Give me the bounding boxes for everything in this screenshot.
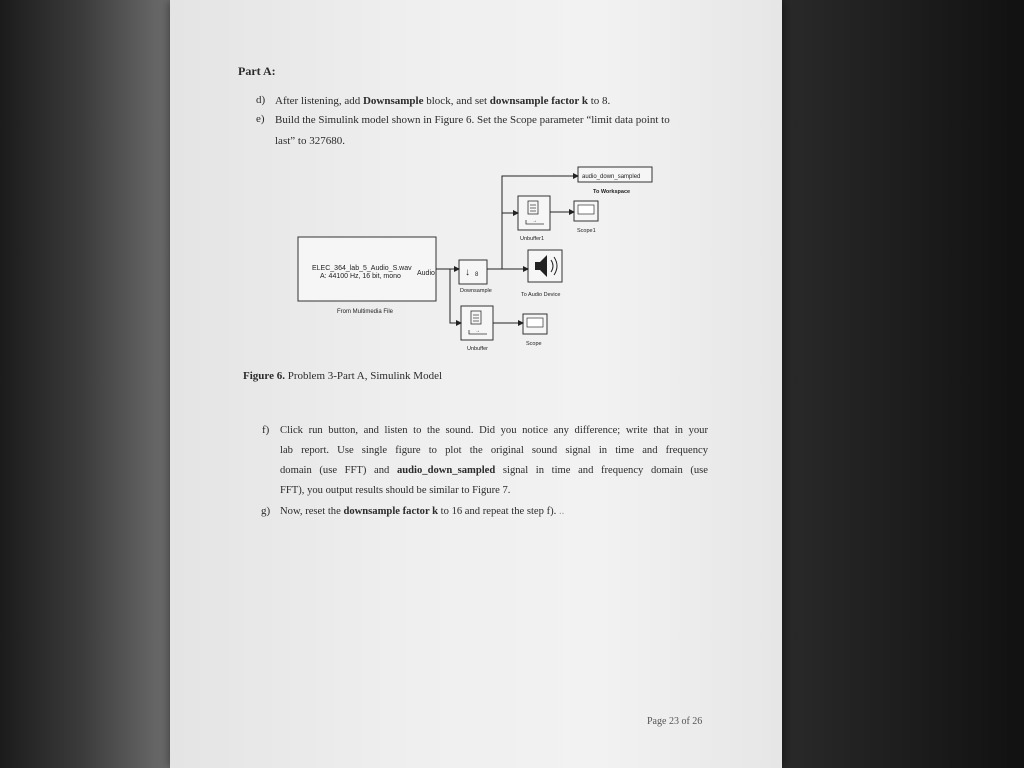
scope-caption: Scope bbox=[526, 341, 542, 347]
figure-caption bbox=[243, 370, 442, 382]
page-number: Page 23 of 26 bbox=[647, 716, 703, 727]
workspace-variable-name: audio_down_sampled bbox=[582, 174, 641, 180]
to-audio-device-caption: To Audio Device bbox=[521, 292, 561, 298]
source-file-format: A: 44100 Hz, 16 bit, mono bbox=[320, 273, 401, 280]
item-d-bold-factor: downsample factor k bbox=[489, 95, 588, 107]
item-f-line3-c: signal in time and frequency domain (use bbox=[495, 465, 708, 476]
downsample-factor: 8 bbox=[475, 272, 479, 278]
scope1-caption: Scope1 bbox=[577, 228, 596, 234]
unbuffer-block[interactable] bbox=[461, 306, 493, 340]
item-f-line1: Click run button, and listen to the sound. Did you notice any difference; write that in your bbox=[280, 425, 708, 436]
item-d-bold-downsample: Downsample bbox=[362, 95, 424, 107]
item-g-bold-factor: downsample factor k bbox=[343, 506, 439, 517]
figure-caption-label: Figure 6. bbox=[243, 370, 285, 382]
part-heading: Part A: bbox=[238, 64, 276, 78]
figure-caption-text: Problem 3-Part A, Simulink Model bbox=[284, 370, 443, 382]
unbuffer-caption: Unbuffer bbox=[467, 346, 488, 352]
to-workspace-block[interactable] bbox=[578, 167, 652, 182]
unbuffer1-caption: Unbuffer1 bbox=[520, 236, 545, 242]
item-f-line2: lab report. Use single figure to plot the original sound signal in time and frequency bbox=[280, 445, 708, 456]
item-e-line1: Build the Simulink model shown in Figure 6. Set the Scope parameter “limit data point to bbox=[275, 114, 670, 126]
downsample-arrow-icon: ↓ bbox=[465, 267, 470, 278]
item-e-marker: e) bbox=[256, 113, 265, 125]
item-g-trailing-dots: .. bbox=[558, 506, 565, 517]
unbuffer1-icon: → bbox=[532, 218, 537, 224]
downsample-block[interactable] bbox=[459, 260, 487, 284]
source-audio-port: Audio bbox=[417, 270, 435, 277]
item-g-text-2: to 16 and repeat the step f). bbox=[438, 506, 557, 517]
item-d-text-2: block, and set bbox=[423, 95, 490, 107]
scope1-block[interactable] bbox=[574, 201, 598, 221]
source-file-name: ELEC_364_lab_5_Audio_S.wav bbox=[312, 265, 412, 272]
item-f-line3-a: domain (use FFT) and bbox=[280, 465, 397, 476]
item-f-marker: f) bbox=[262, 424, 270, 436]
item-f-line4: FFT), you output results should be similar to Figure 7. bbox=[280, 485, 511, 496]
item-d-text-1: After listening, add bbox=[275, 95, 363, 107]
unbuffer1-block[interactable] bbox=[518, 196, 550, 230]
item-f-bold-variable: audio_down_sampled bbox=[396, 465, 496, 476]
to-workspace-caption: To Workspace bbox=[593, 189, 631, 195]
item-g-text-1: Now, reset the bbox=[280, 506, 344, 517]
item-e-line2: last” to 327680. bbox=[275, 135, 345, 147]
item-g-marker: g) bbox=[261, 505, 271, 517]
item-f-line3 bbox=[280, 464, 708, 478]
item-d-marker: d) bbox=[256, 94, 266, 106]
from-multimedia-file-caption: From Multimedia File bbox=[337, 309, 394, 315]
unbuffer-icon: → bbox=[475, 328, 480, 334]
item-g-text bbox=[280, 505, 564, 519]
scope-block[interactable] bbox=[523, 314, 547, 334]
from-multimedia-file-block[interactable] bbox=[298, 237, 436, 301]
document-page bbox=[170, 0, 782, 768]
downsample-caption: Downsample bbox=[460, 288, 492, 294]
item-d-text-3: to 8. bbox=[588, 95, 611, 107]
simulink-diagram bbox=[170, 0, 782, 380]
to-audio-device-block[interactable] bbox=[528, 250, 562, 282]
